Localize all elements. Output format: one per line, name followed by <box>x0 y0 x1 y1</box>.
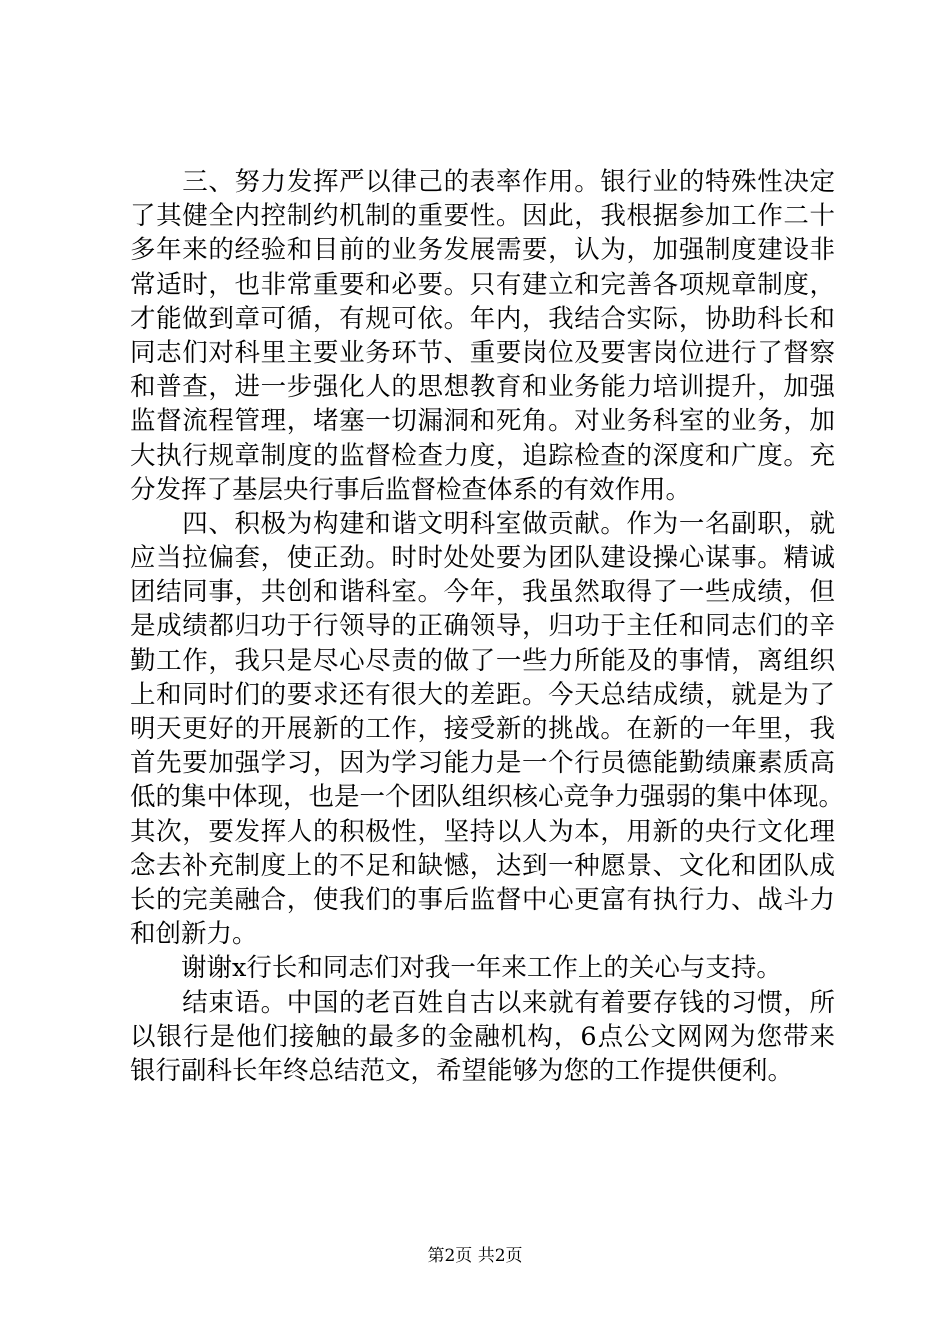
text-line: 其次，要发挥人的积极性，坚持以人为本，用新的央行文化理 <box>130 816 835 847</box>
text-line: 多年来的经验和目前的业务发展需要，认为，加强制度建设非 <box>130 235 835 266</box>
document-body <box>130 165 845 1088</box>
text-line: 三、努力发挥严以律己的表率作用。银行业的特殊性决定 <box>130 167 835 197</box>
text-line: 低的集中体现，也是一个团队组织核心竞争力强弱的集中体现。 <box>130 782 845 813</box>
text-line: 应当拉偏套，使正劲。时时处处要为团队建设操心谋事。精诚 <box>130 543 835 574</box>
text-line: 了其健全内控制约机制的重要性。因此，我根据参加工作二十 <box>130 201 835 232</box>
text-line: 勤工作，我只是尽心尽责的做了一些力所能及的事情，离组织 <box>130 645 835 676</box>
text-line: 团结同事，共创和谐科室。今年，我虽然取得了一些成绩，但 <box>130 577 835 608</box>
text-line: 才能做到章可循，有规可依。年内，我结合实际，协助科长和 <box>130 303 835 334</box>
text-line: 首先要加强学习，因为学习能力是一个行员德能勤绩廉素质高 <box>130 748 835 779</box>
text-line: 四、积极为构建和谐文明科室做贡献。作为一名副职，就 <box>130 508 835 539</box>
text-line: 念去补充制度上的不足和缺憾，达到一种愿景、文化和团队成 <box>130 850 835 881</box>
text-line: 以银行是他们接触的最多的金融机构，6点公文网网为您带来 <box>130 1021 835 1052</box>
text-line: 分发挥了基层央行事后监督检查体系的有效作用。 <box>130 474 692 505</box>
text-line: 明天更好的开展新的工作，接受新的挑战。在新的一年里，我 <box>130 714 835 744</box>
text-line: 银行副科长年终总结范文，希望能够为您的工作提供便利。 <box>130 1055 794 1086</box>
text-line: 谢谢x行长和同志们对我一年来工作上的关心与支持。 <box>130 953 782 984</box>
text-line: 大执行规章制度的监督检查力度，追踪检查的深度和广度。充 <box>130 440 835 471</box>
text-line: 结束语。中国的老百姓自古以来就有着要存钱的习惯，所 <box>130 987 835 1018</box>
text-line: 常适时，也非常重要和必要。只有建立和完善各项规章制度， <box>130 269 835 300</box>
page-footer: 第2页 共2页 <box>427 1246 523 1266</box>
text-line: 监督流程管理，堵塞一切漏洞和死角。对业务科室的业务，加 <box>130 406 835 437</box>
text-line: 长的完美融合，使我们的事后监督中心更富有执行力、战斗力 <box>130 884 835 915</box>
text-line: 是成绩都归功于行领导的正确领导，归功于主任和同志们的辛 <box>130 611 835 642</box>
text-line: 和普查，进一步强化人的思想教育和业务能力培训提升，加强 <box>130 372 835 403</box>
text-line: 和创新力。 <box>130 919 258 950</box>
text-line: 同志们对科里主要业务环节、重要岗位及要害岗位进行了督察 <box>130 337 835 368</box>
text-line: 上和同时们的要求还有很大的差距。今天总结成绩，就是为了 <box>130 679 835 710</box>
